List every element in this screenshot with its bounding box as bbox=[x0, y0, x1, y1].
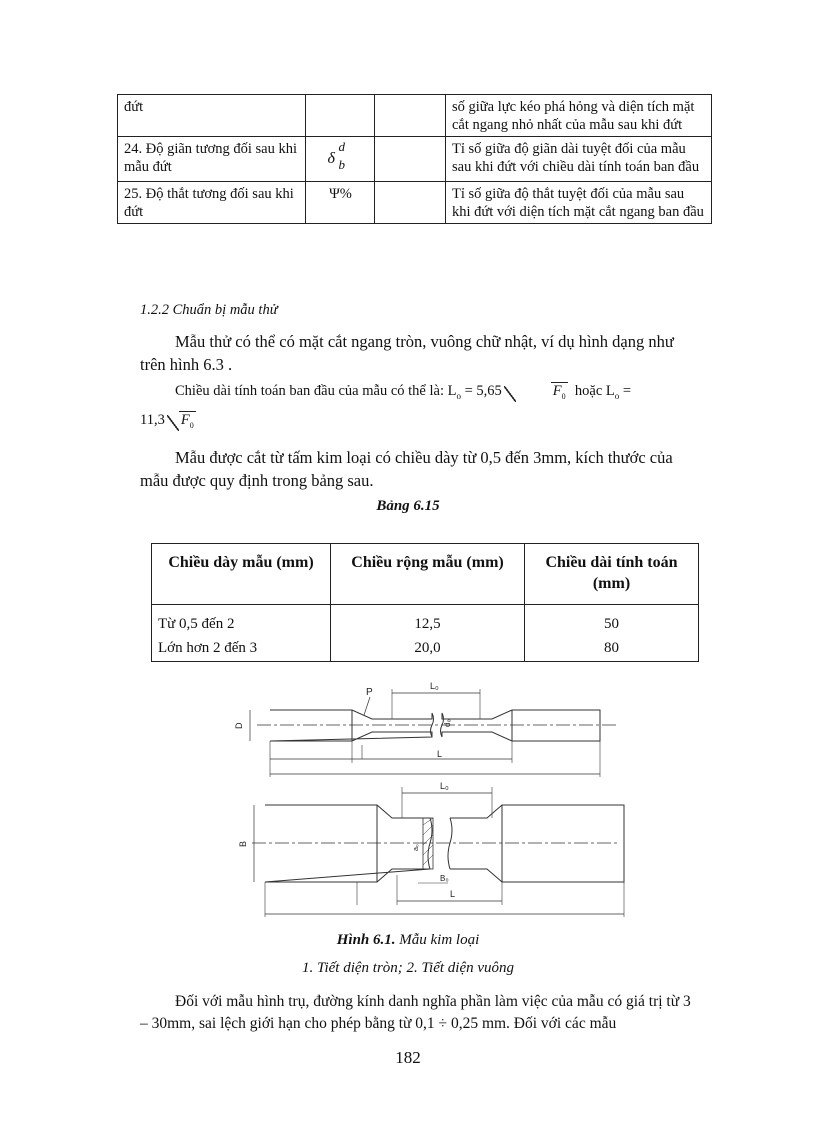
column-header: Chiều dài tính toán (mm) bbox=[525, 544, 699, 605]
sqrt-symbol: $F_0$ bbox=[504, 383, 568, 401]
label-d0: d₀ bbox=[443, 719, 452, 727]
specimen-figure bbox=[232, 675, 640, 927]
label-b0: B₀ bbox=[440, 874, 449, 883]
table-row bbox=[118, 95, 712, 137]
table-row bbox=[118, 137, 712, 182]
table-cell: Từ 0,5 đến 2 bbox=[152, 605, 331, 637]
properties-table bbox=[117, 94, 712, 224]
label-l-round: L bbox=[437, 749, 443, 759]
table-row bbox=[152, 605, 699, 637]
table-row bbox=[152, 636, 699, 662]
property-description: Tỉ số giữa độ thắt tuyệt đối của mẫu sau khi đứt với diện tích mặt cắt ngang ban đầu bbox=[446, 182, 712, 224]
table-header-row bbox=[152, 544, 699, 605]
round-specimen bbox=[234, 681, 617, 777]
property-symbol bbox=[306, 95, 375, 137]
property-unit bbox=[375, 95, 446, 137]
sqrt-symbol: $F_0$ bbox=[167, 412, 196, 430]
square-specimen bbox=[238, 781, 624, 917]
property-name: 24. Độ giãn tương đối sau khi mẫu đứt bbox=[118, 137, 306, 182]
label-a0: a₀ bbox=[413, 844, 420, 851]
label-b: B bbox=[238, 840, 248, 847]
label-p: P bbox=[366, 687, 373, 698]
property-name: đứt bbox=[118, 95, 306, 137]
paragraph-1: Mẫu thử có thể có mặt cắt ngang tròn, vuông chữ nhật, ví dụ hình dạng như trên hình 6.3 . bbox=[140, 332, 674, 374]
paragraph-2: Chiều dài tính toán ban đầu của mẫu có thể là: $L_o = 5,65$ $F_0$ hoặc $L_o$ = bbox=[175, 383, 632, 401]
table-title: Bảng 6.15 bbox=[376, 498, 440, 514]
page-number: 182 bbox=[395, 1048, 421, 1067]
paragraph-4: Đối với mẫu hình trụ, đường kính danh nghĩa phần làm việc của mẫu có giá trị từ 3 – 30mm, sai lệch giới hạn cho phép bằng từ 0,1 ÷ 0,25 mm. Đối với các mẫu bbox=[140, 993, 691, 1032]
paragraph-3: Mẫu được cắt từ tấm kim loại có chiều dày từ 0,5 đến 3mm, kích thước của mẫu được quy định trong bảng sau. bbox=[140, 448, 673, 490]
property-name: 25. Độ thắt tương đối sau khi đứt bbox=[118, 182, 306, 224]
section-heading: 1.2.2 Chuẩn bị mẫu thử bbox=[140, 302, 278, 318]
figure-subcaption: 1. Tiết diện tròn; 2. Tiết diện vuông bbox=[301, 960, 515, 976]
sample-size-table bbox=[151, 543, 699, 662]
property-symbol bbox=[306, 137, 375, 182]
property-description: số giữa lực kéo phá hỏng và diện tích mặt cắt ngang nhỏ nhất của mẫu sau khi đứt bbox=[446, 95, 712, 137]
paragraph-2-line2: 11,3 $F_0$ bbox=[140, 412, 194, 430]
property-symbol: Ψ% bbox=[306, 182, 375, 224]
label-lo-round: L₀ bbox=[430, 681, 439, 691]
table-row bbox=[118, 182, 712, 224]
property-unit bbox=[375, 137, 446, 182]
property-description: Tỉ số giữa độ giãn dài tuyệt đối của mẫu sau khi đứt với chiều dài tính toán ban đầu bbox=[446, 137, 712, 182]
table-cell: 80 bbox=[525, 636, 699, 662]
table-cell: 50 bbox=[525, 605, 699, 637]
table-cell: 20,0 bbox=[331, 636, 525, 662]
label-lo-square: L₀ bbox=[440, 781, 449, 791]
delta-symbol: δ d b bbox=[327, 139, 345, 172]
figure-caption: Hình 6.1. Mẫu kim loại bbox=[336, 932, 480, 948]
column-header: Chiều rộng mẫu (mm) bbox=[331, 544, 525, 605]
property-unit bbox=[375, 182, 446, 224]
table-cell: Lớn hơn 2 đến 3 bbox=[152, 636, 331, 662]
label-d: D bbox=[234, 722, 244, 729]
column-header: Chiều dày mẫu (mm) bbox=[152, 544, 331, 605]
table-cell: 12,5 bbox=[331, 605, 525, 637]
label-l-square: L bbox=[450, 889, 456, 899]
